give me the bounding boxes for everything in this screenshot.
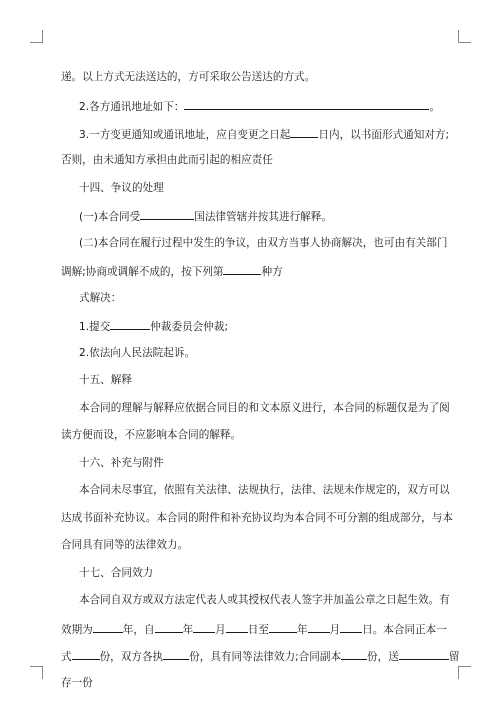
- text: 式解决：: [79, 292, 122, 304]
- text: 份，双方各执: [99, 651, 164, 663]
- paragraph-line: [61, 648, 459, 664]
- text: 年: [296, 624, 308, 636]
- text: 递。以上方式无法送达的，方可采取公告送达的方式。: [61, 71, 316, 83]
- text: 仲裁委员会仲裁;: [150, 321, 229, 333]
- paragraph-line: [79, 208, 332, 224]
- text: 十六、补充与附件: [79, 457, 164, 469]
- blank-days: [290, 126, 318, 138]
- text: (一)本合同受: [79, 211, 141, 223]
- paragraph-line: [79, 401, 450, 415]
- crop-mark-bottom-left: [30, 666, 43, 679]
- text: 否则，由未通知方承担由此而引起的相应责任: [61, 154, 273, 166]
- text: 本合同自双方或双方法定代表人或其授权代表人签字并加盖公章之日起生效。有: [79, 594, 450, 606]
- text: 份，送: [367, 651, 399, 663]
- text: 日。本合同正本一: [362, 624, 447, 636]
- text: 本合同的理解与解释应依据合同目的和文本原义进行，本合同的标题仅是为了阅: [79, 402, 450, 414]
- text: 日至: [247, 624, 269, 636]
- text: 效期为: [61, 624, 93, 636]
- paragraph-line: [61, 70, 315, 84]
- paragraph-line: [61, 428, 241, 442]
- blank-arbitration: [110, 318, 150, 330]
- blank-duplicate-copies: [341, 648, 367, 660]
- text: 留: [448, 651, 460, 663]
- paragraph-line: [61, 153, 273, 167]
- text: 本合同未尽事宜，依照有关法律、法规执行，法律、法规未作规定的，双方可以: [79, 484, 450, 496]
- blank-end-year: [269, 621, 297, 633]
- paragraph-line: [61, 538, 188, 552]
- paragraph-line: [79, 236, 447, 250]
- paragraph-line: [61, 263, 283, 279]
- paragraph-line: [79, 126, 449, 142]
- crop-mark-top-right: [458, 30, 471, 43]
- text: 十七、合同效力: [79, 567, 154, 579]
- text: 十四、争议的处理: [79, 182, 164, 194]
- text: 2.各方通讯地址如下：: [79, 101, 185, 113]
- blank-term-years: [93, 621, 123, 633]
- text: 1.提交: [79, 321, 111, 333]
- blank-address: [184, 98, 429, 110]
- blank-end-month: [308, 621, 330, 633]
- blank-start-day: [226, 621, 248, 633]
- paragraph-line: [79, 593, 450, 607]
- text: 达成书面补充协议。本合同的附件和补充协议均为本合同不可分割的组成部分，与本: [61, 512, 453, 524]
- paragraph-line: [79, 318, 228, 334]
- paragraph-line: [61, 676, 93, 690]
- text: 2.依法向人民法院起诉。: [79, 347, 196, 359]
- blank-start-month: [193, 621, 215, 633]
- crop-mark-top-left: [30, 30, 43, 43]
- text: 调解;协商或调解不成的，按下列第: [61, 266, 224, 278]
- section-heading: [79, 373, 132, 387]
- text: 年，自: [122, 624, 155, 636]
- text: 3.一方变更通知或通讯地址，应自变更之日起: [79, 129, 291, 141]
- text: 日内，以书面形式通知对方;: [318, 129, 450, 141]
- text: 月: [329, 624, 341, 636]
- paragraph-line: [79, 291, 121, 305]
- section-heading: [79, 456, 164, 470]
- text: 。: [429, 101, 441, 113]
- text: 读方便而设，不应影响本合同的解释。: [61, 429, 242, 441]
- text: 合同具有同等的法律效力。: [61, 539, 189, 551]
- text: 国法律管辖并按其进行解释。: [194, 211, 332, 223]
- blank-recipient: [399, 648, 449, 660]
- blank-original-copies: [72, 648, 100, 660]
- text: 存一份: [61, 677, 93, 689]
- crop-mark-bottom-right: [458, 666, 471, 679]
- section-heading: [79, 566, 153, 580]
- blank-end-day: [340, 621, 362, 633]
- paragraph-line: [79, 98, 440, 114]
- text: 种方: [261, 266, 283, 278]
- paragraph-line: [61, 511, 453, 525]
- blank-start-year: [155, 621, 183, 633]
- blank-each-party-copies: [163, 648, 189, 660]
- section-heading: [79, 181, 164, 195]
- paragraph-line: [61, 621, 447, 637]
- blank-country: [140, 208, 194, 220]
- text: 式: [61, 651, 72, 663]
- text: (二)本合同在履行过程中发生的争议，由双方当事人协商解决，也可由有关部门: [79, 237, 448, 249]
- text: 十五、解释: [79, 374, 132, 386]
- text: 月: [215, 624, 226, 636]
- paragraph-line: [79, 346, 195, 360]
- text: 年: [182, 624, 194, 636]
- paragraph-line: [79, 483, 450, 497]
- blank-method: [223, 263, 261, 275]
- text: 份，具有同等法律效力;合同副本: [189, 651, 342, 663]
